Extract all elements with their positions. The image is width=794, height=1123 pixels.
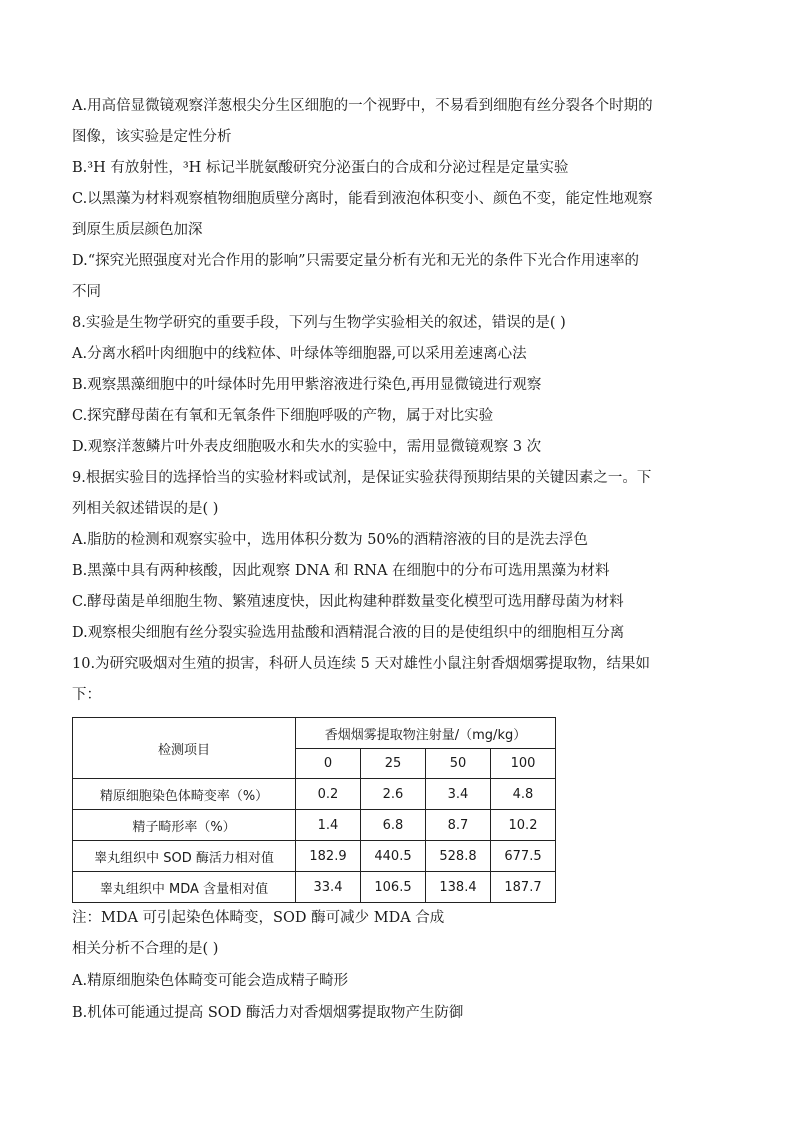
question-prompt: 相关分析不合理的是( ) [72, 941, 219, 957]
table-cell: 677.5 [491, 841, 556, 872]
text-line: 到原生质层颜色加深 [72, 222, 203, 238]
text-line: D.观察洋葱鳞片叶外表皮细胞吸水和失水的实验中，需用显微镜观察 3 次 [72, 439, 542, 455]
text-line: 不同 [72, 284, 101, 300]
text-line: D.“探究光照强度对光合作用的影响”只需要定量分析有光和无光的条件下光合作用速率的 [72, 253, 640, 269]
table-cell: 33.4 [296, 872, 361, 903]
table-cell: 187.7 [491, 872, 556, 903]
table-cell: 2.6 [361, 779, 426, 810]
table-cell: 1.4 [296, 810, 361, 841]
table-header-item: 检测项目 [73, 718, 296, 779]
table-cell: 10.2 [491, 810, 556, 841]
table-cell: 8.7 [426, 810, 491, 841]
table-row [73, 779, 556, 810]
table-row [73, 841, 556, 872]
text-line: 图像，该实验是定性分析 [72, 129, 232, 145]
text-line: C.酵母菌是单细胞生物、繁殖速度快，因此构建种群数量变化模型可选用酵母菌为材料 [72, 594, 624, 610]
text-line: D.观察根尖细胞有丝分裂实验选用盐酸和酒精混合液的目的是使组织中的细胞相互分离 [72, 625, 625, 641]
dose-header: 100 [491, 749, 556, 779]
text-line: A.脂肪的检测和观察实验中，选用体积分数为 50%的酒精溶液的目的是洗去浮色 [72, 532, 588, 548]
row-label: 精子畸形率（%） [73, 810, 296, 841]
row-label: 精原细胞染色体畸变率（%） [73, 779, 296, 810]
dose-header: 50 [426, 749, 491, 779]
dose-header: 25 [361, 749, 426, 779]
table-cell: 4.8 [491, 779, 556, 810]
table-cell: 440.5 [361, 841, 426, 872]
table-cell: 528.8 [426, 841, 491, 872]
table-note: 注：MDA 可引起染色体畸变，SOD 酶可减少 MDA 合成 [72, 910, 445, 926]
table-header-group: 香烟烟雾提取物注射量/（mg/kg） [296, 718, 556, 749]
option-a: A.精原细胞染色体畸变可能会造成精子畸形 [72, 973, 349, 989]
table-cell: 3.4 [426, 779, 491, 810]
text-line: 列相关叙述错误的是( ) [72, 501, 219, 517]
text-line: A.分离水稻叶肉细胞中的线粒体、叶绿体等细胞器,可以采用差速离心法 [72, 346, 527, 362]
text-line: C.探究酵母菌在有氧和无氧条件下细胞呼吸的产物，属于对比实验 [72, 408, 494, 424]
table-cell: 106.5 [361, 872, 426, 903]
table-row [73, 810, 556, 841]
option-b: B.机体可能通过提高 SOD 酶活力对香烟烟雾提取物产生防御 [72, 1005, 464, 1021]
row-label: 睾丸组织中 SOD 酶活力相对值 [73, 841, 296, 872]
table-cell: 138.4 [426, 872, 491, 903]
table-row [73, 872, 556, 903]
text-line: 下： [72, 687, 101, 703]
results-table [72, 717, 556, 903]
question-8-stem: 8.实验是生物学研究的重要手段，下列与生物学实验相关的叙述，错误的是( ) [72, 315, 566, 331]
table-cell: 182.9 [296, 841, 361, 872]
table-cell: 6.8 [361, 810, 426, 841]
text-line: A.用高倍显微镜观察洋葱根尖分生区细胞的一个视野中，不易看到细胞有丝分裂各个时期的 [72, 98, 653, 114]
question-10-stem: 10.为研究吸烟对生殖的损害，科研人员连续 5 天对雄性小鼠注射香烟烟雾提取物，结果如 [72, 656, 650, 672]
row-label: 睾丸组织中 MDA 含量相对值 [73, 872, 296, 903]
text-line: C.以黑藻为材料观察植物细胞质壁分离时，能看到液泡体积变小、颜色不变，能定性地观察 [72, 191, 653, 207]
table-cell: 0.2 [296, 779, 361, 810]
question-9-stem: 9.根据实验目的选择恰当的实验材料或试剂，是保证实验获得预期结果的关键因素之一。下 [72, 470, 652, 486]
text-line: B.观察黑藻细胞中的叶绿体时先用甲紫溶液进行染色,再用显微镜进行观察 [72, 377, 542, 393]
text-line: B.³H 有放射性，³H 标记半胱氨酸研究分泌蛋白的合成和分泌过程是定量实验 [72, 160, 569, 176]
dose-header: 0 [296, 749, 361, 779]
text-line: B.黑藻中具有两种核酸，因此观察 DNA 和 RNA 在细胞中的分布可选用黑藻为材料 [72, 563, 610, 579]
